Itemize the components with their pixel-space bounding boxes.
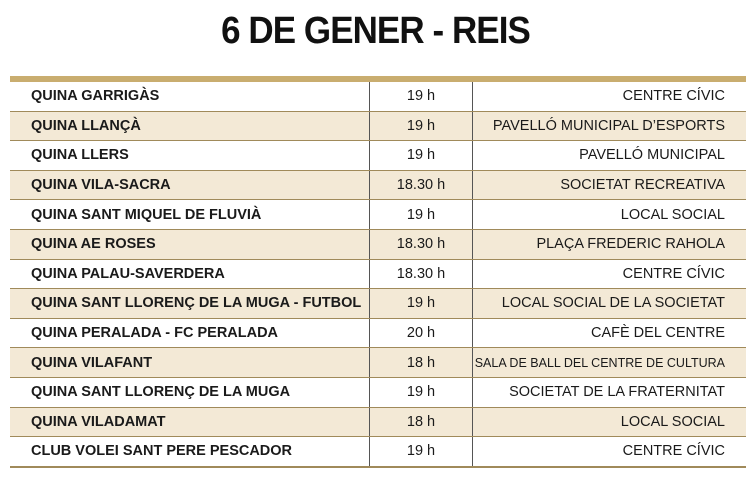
event-time: 19 h	[370, 82, 473, 111]
event-name: QUINA VILADAMAT	[10, 407, 370, 437]
table-row	[10, 229, 746, 259]
event-time: 18.30 h	[370, 259, 473, 289]
event-venue: LOCAL SOCIAL DE LA SOCIETAT	[473, 289, 747, 319]
event-name: QUINA VILA-SACRA	[10, 170, 370, 200]
table-row	[10, 377, 746, 407]
table-row	[10, 82, 746, 111]
table-row	[10, 318, 746, 348]
event-venue: CENTRE CÍVIC	[473, 82, 747, 111]
event-time: 19 h	[370, 141, 473, 171]
event-name: QUINA GARRIGÀS	[10, 82, 370, 111]
event-venue: SOCIETAT DE LA FRATERNITAT	[473, 377, 747, 407]
schedule-table	[10, 82, 746, 467]
table-row	[10, 348, 746, 378]
event-venue: CENTRE CÍVIC	[473, 437, 747, 467]
event-time: 19 h	[370, 437, 473, 467]
event-venue: CENTRE CÍVIC	[473, 259, 747, 289]
event-name: QUINA SANT LLORENÇ DE LA MUGA	[10, 377, 370, 407]
event-venue: PLAÇA FREDERIC RAHOLA	[473, 229, 747, 259]
event-venue: LOCAL SOCIAL	[473, 200, 747, 230]
event-venue: SALA DE BALL DEL CENTRE DE CULTURA	[473, 348, 747, 378]
event-time: 20 h	[370, 318, 473, 348]
event-venue: PAVELLÓ MUNICIPAL D’ESPORTS	[473, 111, 747, 141]
event-name: QUINA AE ROSES	[10, 229, 370, 259]
page-title: 6 DE GENER - REIS	[221, 10, 530, 52]
event-time: 18.30 h	[370, 229, 473, 259]
event-time: 18.30 h	[370, 170, 473, 200]
table-row	[10, 200, 746, 230]
table-row	[10, 437, 746, 467]
event-time: 19 h	[370, 200, 473, 230]
event-name: QUINA LLERS	[10, 141, 370, 171]
event-time: 18 h	[370, 348, 473, 378]
event-time: 19 h	[370, 377, 473, 407]
event-name: CLUB VOLEI SANT PERE PESCADOR	[10, 437, 370, 467]
event-name: QUINA PALAU-SAVERDERA	[10, 259, 370, 289]
event-venue: PAVELLÓ MUNICIPAL	[473, 141, 747, 171]
event-name: QUINA PERALADA - FC PERALADA	[10, 318, 370, 348]
event-name: QUINA LLANÇÀ	[10, 111, 370, 141]
footer-rule	[10, 467, 746, 468]
table-row	[10, 170, 746, 200]
table-row	[10, 259, 746, 289]
event-venue: CAFÈ DEL CENTRE	[473, 318, 747, 348]
event-venue: LOCAL SOCIAL	[473, 407, 747, 437]
event-time: 19 h	[370, 111, 473, 141]
event-name: QUINA SANT MIQUEL DE FLUVIÀ	[10, 200, 370, 230]
event-name: QUINA SANT LLORENÇ DE LA MUGA - FUTBOL	[10, 289, 370, 319]
event-name: QUINA VILAFANT	[10, 348, 370, 378]
table-row	[10, 111, 746, 141]
event-time: 18 h	[370, 407, 473, 437]
event-venue: SOCIETAT RECREATIVA	[473, 170, 747, 200]
table-row	[10, 407, 746, 437]
table-row	[10, 289, 746, 319]
table-row	[10, 141, 746, 171]
event-time: 19 h	[370, 289, 473, 319]
